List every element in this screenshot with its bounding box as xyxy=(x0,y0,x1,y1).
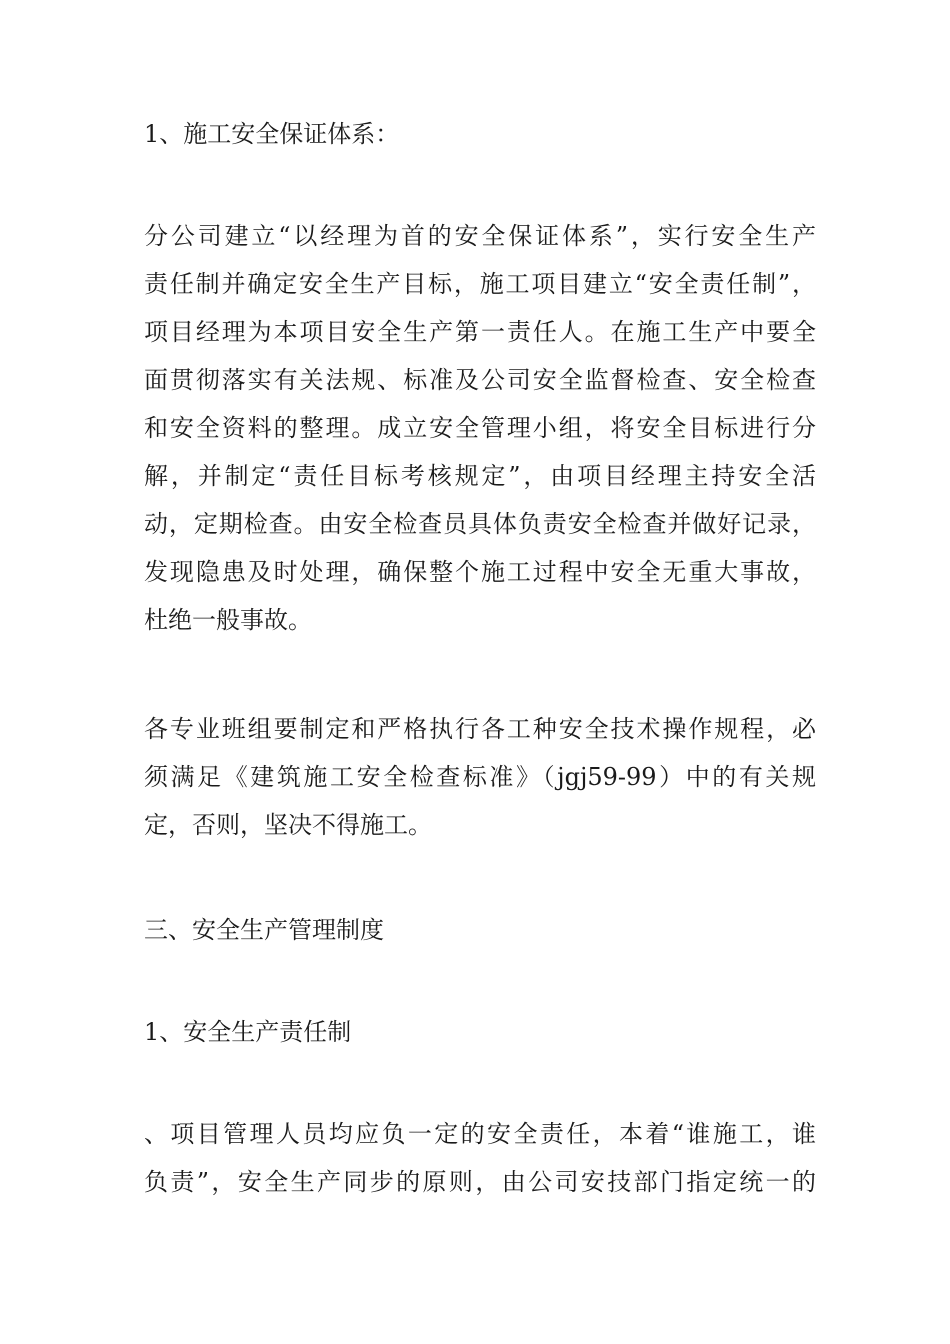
paragraph-line: 项目经理为本项目安全生产第一责任人。在施工生产中要全 xyxy=(144,318,816,346)
section-heading-safety-system xyxy=(144,110,816,158)
paragraph-line: 各专业班组要制定和严格执行各工种安全技术操作规程，必 xyxy=(144,715,816,743)
paragraph-line: 、项目管理人员均应负一定的安全责任，本着“谁施工，谁 xyxy=(144,1120,816,1148)
heading-text: 1、安全生产责任制 xyxy=(144,1018,352,1046)
paragraph-line: 定，否则，坚决不得施工。 xyxy=(144,811,432,839)
paragraph-line: 杜绝一般事故。 xyxy=(144,606,312,634)
paragraph-responsibility xyxy=(144,1110,816,1206)
paragraph-safety-system xyxy=(144,212,816,644)
paragraph-line: 分公司建立“以经理为首的安全保证体系”，实行安全生产 xyxy=(144,222,816,250)
paragraph-line: 须满足《建筑施工安全检查标准》（jgj59-99）中的有关规 xyxy=(144,763,816,791)
paragraph-line: 责任制并确定安全生产目标，施工项目建立“安全责任制”， xyxy=(144,270,816,298)
paragraph-line: 和安全资料的整理。成立安全管理小组，将安全目标进行分 xyxy=(144,414,816,442)
paragraph-line: 发现隐患及时处理，确保整个施工过程中安全无重大事故， xyxy=(144,558,816,586)
paragraph-line: 负责”，安全生产同步的原则，由公司安技部门指定统一的 xyxy=(144,1168,816,1196)
section-heading-responsibility-system xyxy=(144,1008,816,1056)
heading-text: 1、施工安全保证体系： xyxy=(144,120,400,148)
heading-text: 三、安全生产管理制度 xyxy=(144,916,384,944)
section-heading-management-system xyxy=(144,906,816,954)
paragraph-line: 动，定期检查。由安全检查员具体负责安全检查并做好记录， xyxy=(144,510,816,538)
paragraph-line: 面贯彻落实有关法规、标准及公司安全监督检查、安全检查 xyxy=(144,366,816,394)
paragraph-line: 解，并制定“责任目标考核规定”，由项目经理主持安全活 xyxy=(144,462,816,490)
paragraph-operation-rules xyxy=(144,705,816,849)
